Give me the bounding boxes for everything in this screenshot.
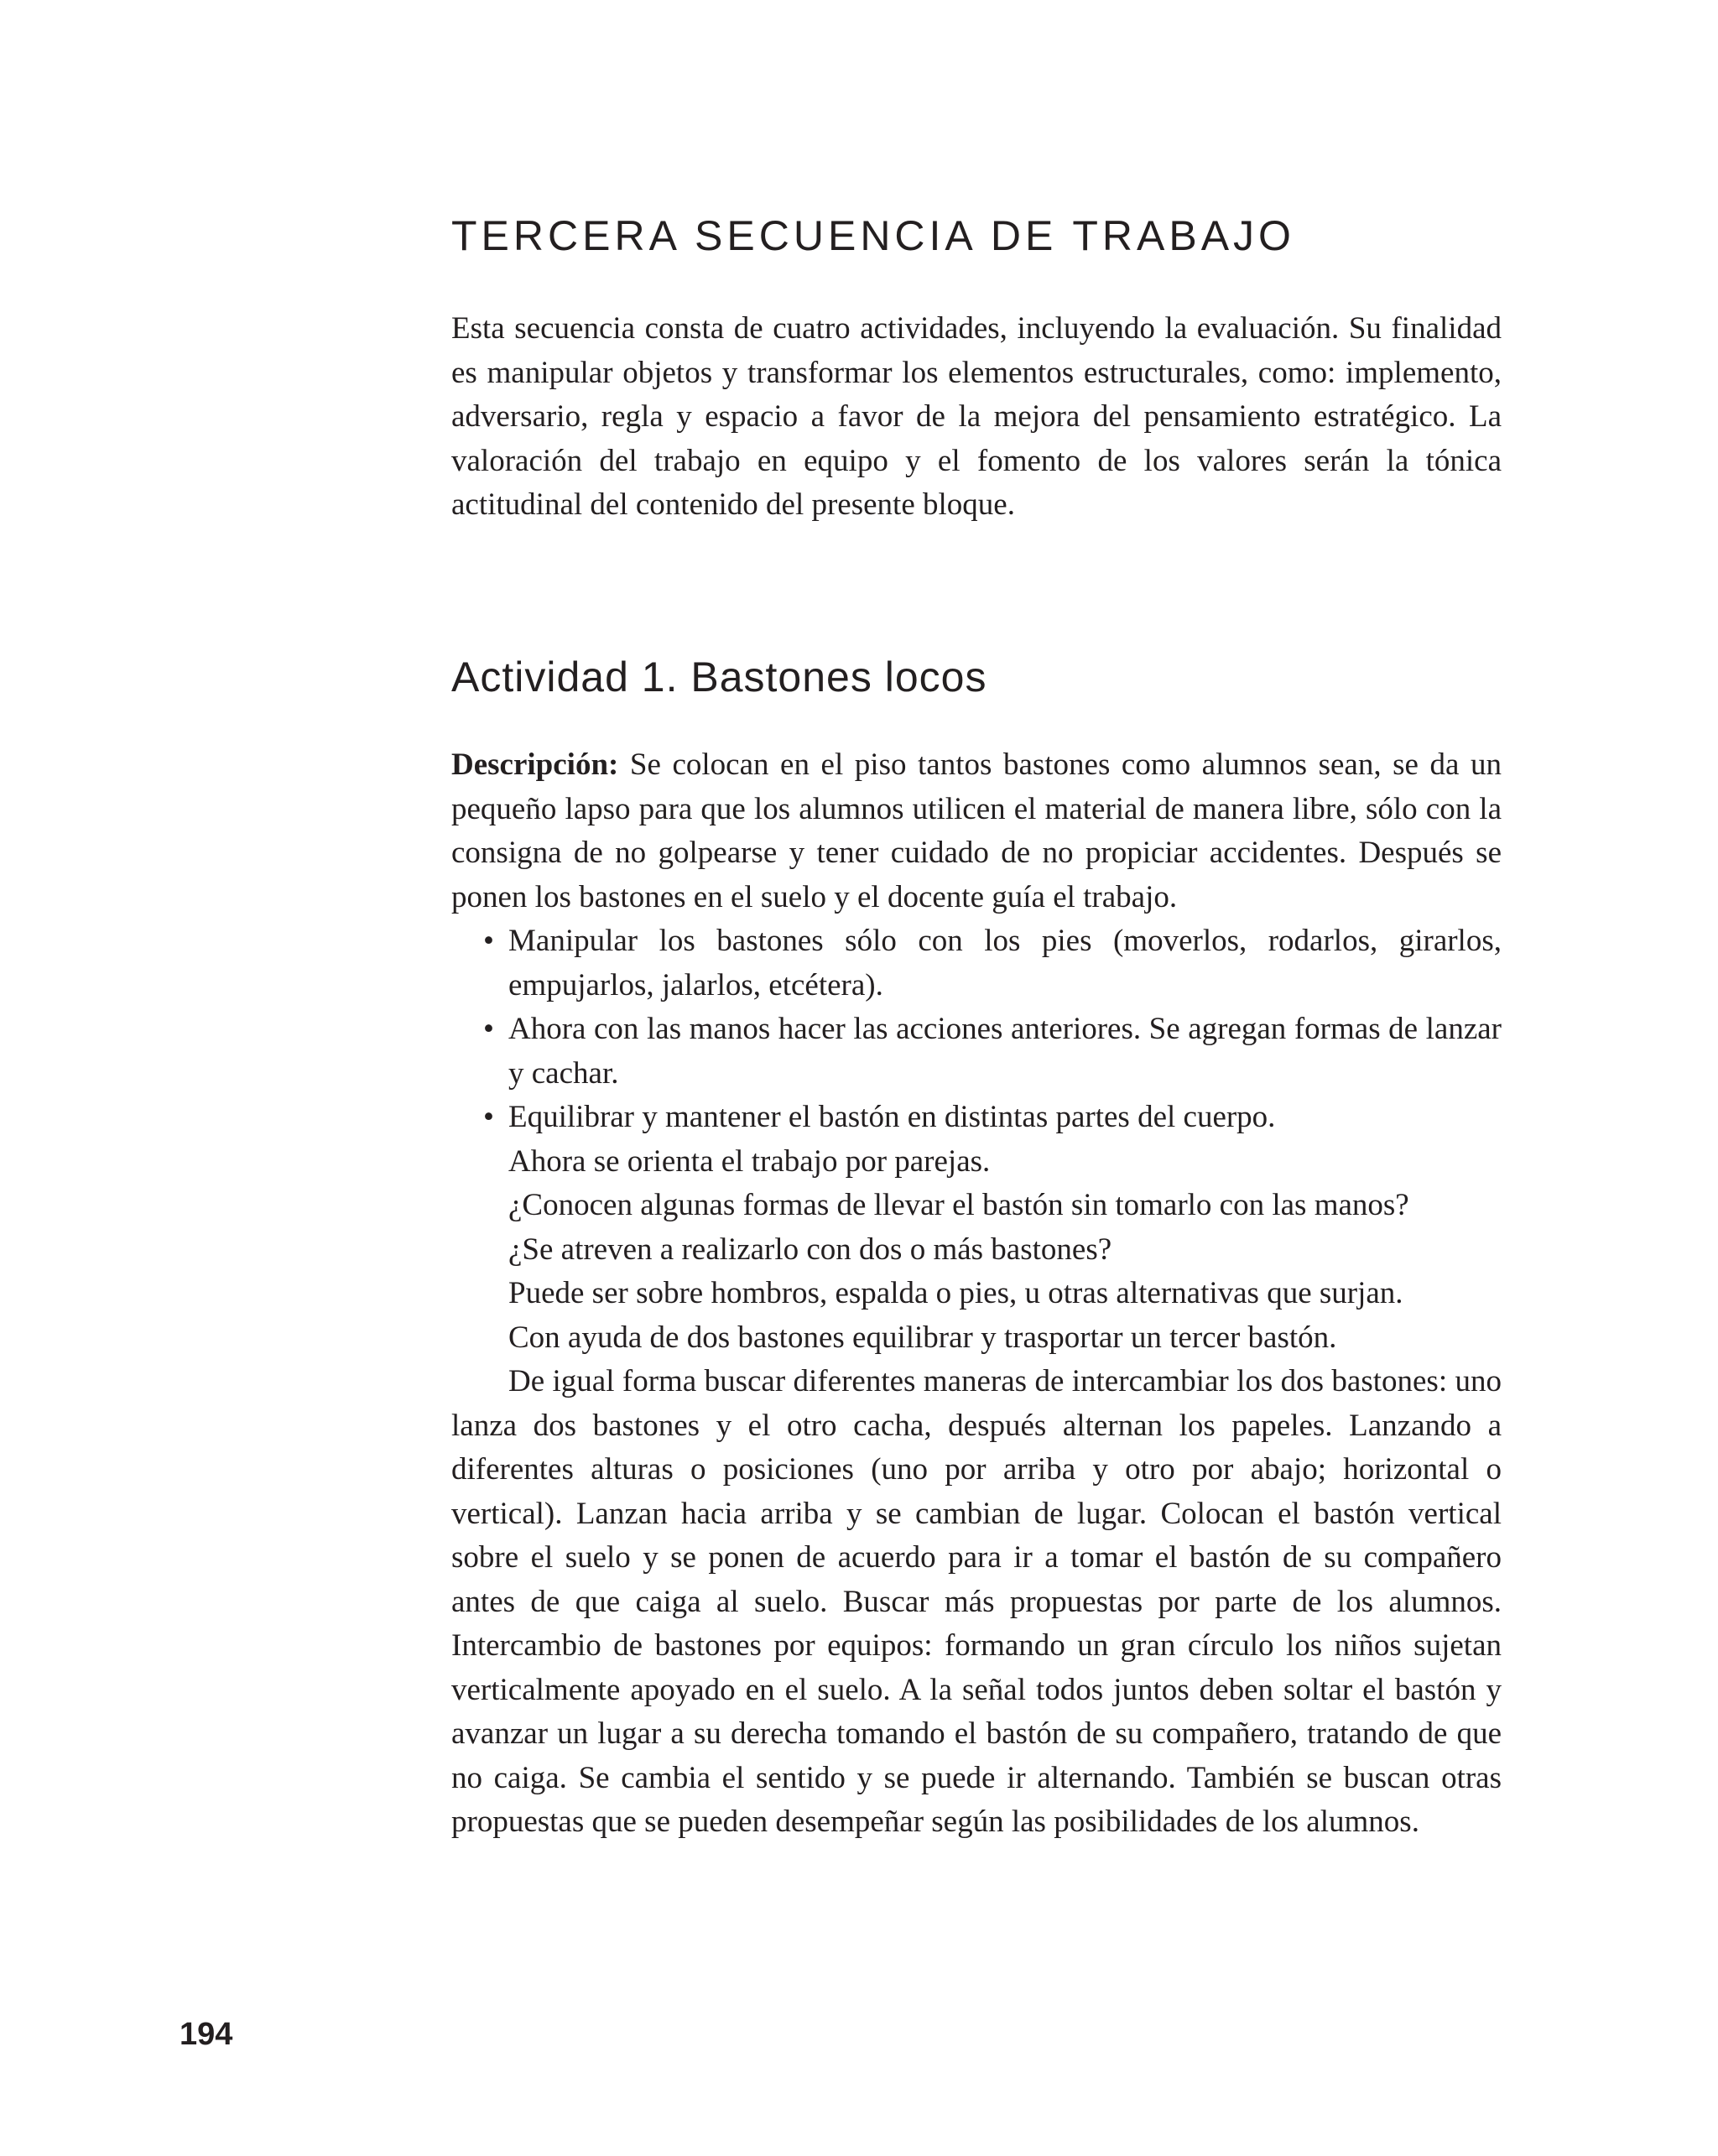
section-title: TERCERA SECUENCIA DE TRABAJO	[451, 212, 1295, 259]
bullet-text: Ahora con las manos hacer las acciones anteriores. Se agregan formas de lanzar y cachar.	[508, 1012, 1502, 1091]
indented-line: Puede ser sobre hombros, espalda o pies, u otras alternativas que surjan.	[508, 1276, 1403, 1310]
activity-section	[451, 743, 1502, 1845]
indented-line: ¿Se atreven a realizarlo con dos o más bastones?	[508, 1232, 1112, 1267]
description-paragraph	[451, 743, 1502, 919]
closing-paragraph: De igual forma buscar diferentes maneras de intercambiar los dos bastones: uno lanza dos bastones y el otro cacha, después alternan los papeles. Lanzando a diferentes alturas o posiciones (uno por arriba y otro por abajo; horizontal o vertical). Lanzan hacia arriba y se cambian de lugar. Colocan el bastón vertical sobre el suelo y se ponen de acuerdo para ir a tomar el bastón de su compañero antes de que caiga al suelo. Buscar más propuestas por parte de los alumnos. Intercambio de bastones por equipos: formando un gran círculo los niños sujetan verticalmente apoyado en el suelo. A la señal todos juntos deben soltar el bastón y avanzar un lugar a su derecha tomando el bastón de su compañero, tratando de que no caiga. Se cambia el sentido y se puede ir alternando. También se buscan otras propuestas que se pueden desempeñar según las posibilidades de los alumnos.	[451, 1364, 1502, 1839]
bullet-icon: •	[483, 924, 494, 958]
indented-line: Ahora se orienta el trabajo por parejas.	[508, 1143, 991, 1179]
activity-title: Actividad 1. Bastones locos	[451, 654, 987, 700]
indented-line: ¿Conocen algunas formas de llevar el bastón sin tomarlo con las manos?	[508, 1188, 1409, 1222]
bullet-icon: •	[483, 1012, 494, 1046]
bullet-text: Manipular los bastones sólo con los pies (moverlos, rodarlos, girarlos, empujarlos, jalarlos, etcétera).	[508, 924, 1502, 1002]
bullet-icon: •	[483, 1100, 494, 1134]
list-item	[451, 1008, 1502, 1096]
bullet-list	[451, 919, 1502, 1140]
intro-paragraph: Esta secuencia consta de cuatro actividades, incluyendo la evaluación. Su finalidad es manipular objetos y transformar los elementos estructurales, como: implemento, adversario, regla y espacio a favor de la mejora del pensamiento estratégico. La valoración del trabajo en equipo y el fomento de los valores serán la tónica actitudinal del contenido del presente bloque.	[451, 311, 1502, 522]
list-item	[451, 1096, 1502, 1140]
bullet-text: Equilibrar y mantener el bastón en distintas partes del cuerpo.	[508, 1100, 1276, 1134]
description-text: Se colocan en el piso tantos bastones como alumnos sean, se da un pequeño lapso para que los alumnos utilicen el material de manera libre, sólo con la consigna de no golpearse y tener cuidado de no propiciar accidentes. Después se ponen los bastones en el suelo y el docente guía el trabajo.	[451, 747, 1502, 914]
description-label: Descripción:	[451, 747, 619, 782]
page-number: 194	[180, 2017, 233, 2052]
list-item	[451, 919, 1502, 1008]
intro-section	[451, 307, 1502, 528]
indented-line: Con ayuda de dos bastones equilibrar y trasportar un tercer bastón.	[508, 1320, 1337, 1355]
